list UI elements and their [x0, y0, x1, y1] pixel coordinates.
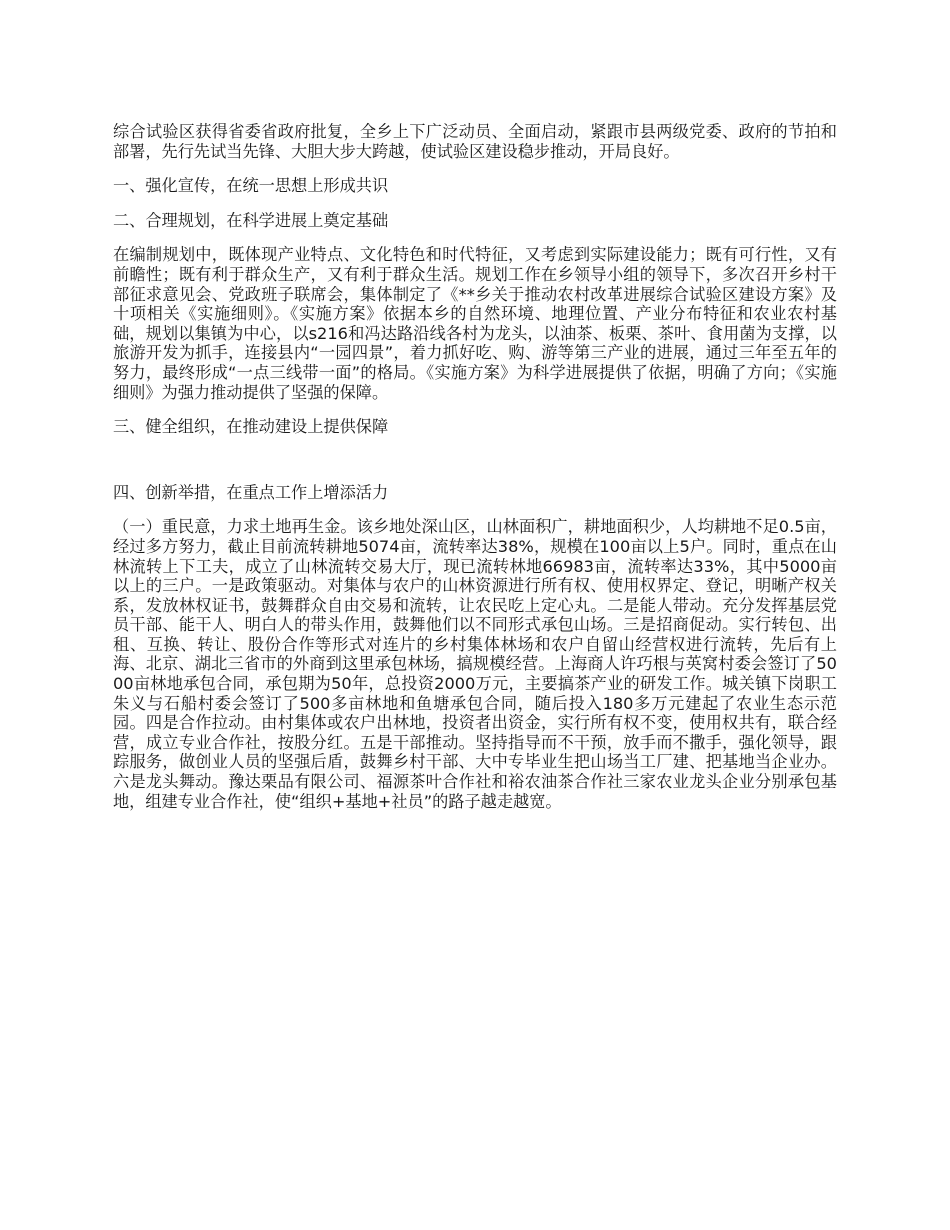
- spacer: [113, 502, 837, 517]
- land-paragraph: （一）重民意，力求土地再生金。该乡地处深山区，山林面积广，耕地面积少，人均耕地不足0.5亩，经过多方努力，截止目前流转耕地5074亩，流转率达38%，规模在100亩以上5户。同时，重点在山林流转上下工夫，成立了山林流转交易大厅，现已流转林地66983亩，流转率达33%，其中5000亩以上的三户。一是政策驱动。对集体与农户的山林资源进行所有权、使用权界定、登记，明晰产权关系，发放林权证书，鼓舞群众自由交易和流转，让农民吃上定心丸。二是能人带动。充分发挥基层党员干部、能干人、明白人的带头作用，鼓舞他们以不同形式承包山场。三是招商促动。实行转包、出租、互换、转让、股份合作等形式对连片的乡村集体林场和农户自留山经营权进行流转，先后有上海、北京、湖北三省市的外商到这里承包林场，搞规模经营。上海商人许巧根与英窝村委会签订了5000亩林地承包合同，承包期为50年，总投资2000万元，主要搞茶产业的研发工作。城关镇下岗职工朱义与石船村委会签订了500多亩林地和鱼塘承包合同，随后投入180多万元建起了农业生态示范园。四是合作拉动。由村集体或农户出林地，投资者出资金，实行所有权不变，使用权共有，联合经营，成立专业合作社，按股分红。五是干部推动。坚持指导而不干预，放手而不撒手，强化领导，跟踪服务，做创业人员的坚强后盾，鼓舞乡村干部、大中专毕业生把山场当工厂建、把基地当企业办。六是龙头舞动。豫达栗品有限公司、福源茶叶合作社和裕农油茶合作社三家农业龙头企业分别承包基地，组建专业合作社，使“组织+基地+社员”的路子越走越宽。: [113, 517, 837, 811]
- section-heading-3: 三、健全组织，在推动建设上提供保障: [113, 417, 389, 437]
- planning-paragraph: 在编制规划中，既体现产业特点、文化特色和时代特征，又考虑到实际建设能力；既有可行性，又有前瞻性；既有利于群众生产，又有利于群众生活。规划工作在乡领导小组的领导下，多次召开乡村干部征求意见会、党政班子联席会，集体制定了《**乡关于推动农村改革进展综合试验区建设方案》及十项相关《实施细则》。《实施方案》依据本乡的自然环境、地理位置、产业分布特征和农业农村基础，规划以集镇为中心，以s216和冯达路沿线各村为龙头，以油茶、板栗、茶叶、食用菌为支撑，以旅游开发为抓手，连接县内“一园四景”，着力抓好吃、购、游等第三产业的进展，通过三年至五年的努力，最终形成“一点三线带一面”的格局。《实施方案》为科学进展提供了依据，明确了方向；《实施细则》为强力推动提供了坚强的保障。: [113, 245, 837, 402]
- section-heading-4: 四、创新举措，在重点工作上增添活力: [113, 482, 389, 502]
- document-page: [113, 122, 837, 811]
- spacer: [113, 161, 837, 176]
- section-heading-2: 二、合理规划，在科学进展上奠定基础: [113, 210, 389, 230]
- spacer: [113, 196, 837, 211]
- intro-paragraph: 综合试验区获得省委省政府批复，全乡上下广泛动员、全面启动，紧跟市县两级党委、政府的节拍和部署，先行先试当先锋、大胆大步大跨越，使试验区建设稳步推动，开局良好。: [113, 122, 837, 161]
- spacer: [113, 402, 837, 417]
- spacer: [113, 437, 837, 483]
- section-heading-1: 一、强化宣传，在统一思想上形成共识: [113, 176, 389, 196]
- spacer: [113, 230, 837, 245]
